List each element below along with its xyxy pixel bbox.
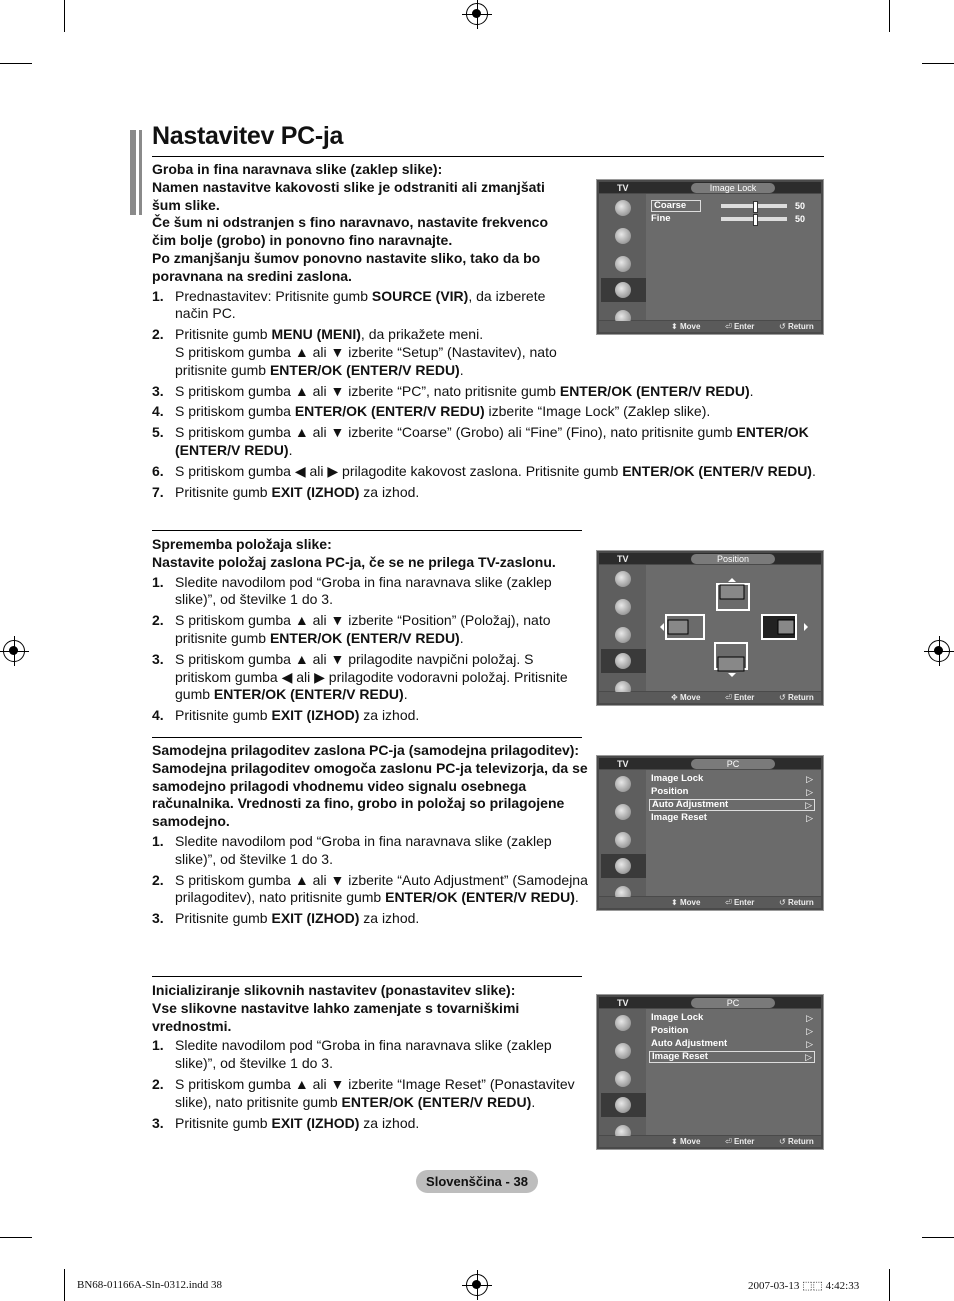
crop-mark [64, 1269, 65, 1301]
chevron-right-icon: ▷ [806, 1039, 813, 1049]
osd-sidebar [599, 194, 646, 320]
chevron-right-icon: ▷ [805, 1052, 812, 1062]
registration-mark-icon [466, 3, 488, 25]
osd-menu-item [649, 1025, 815, 1037]
heading-line: Samodejna prilagoditev omogoča zaslonu PC-ja televizorja, da se samodejno prilagodi vhodnemu video signalu osebnega računalnika. Vrednosti za fino, grobo in položaj so prilagojene samodejno. [152, 759, 588, 830]
osd-tv-label: TV [617, 554, 629, 564]
step-text: Pritisnite gumb MENU (MENI), da prikažete meni. S pritiskom gumba ▲ ali ▼ izberite “Setup” (Nastavitev), nato pritisnite gumb ENTER/OK (ENTER/V REDU). [175, 326, 557, 378]
step-item [152, 574, 592, 610]
heading-line: Inicializiranje slikovnih nastavitev (ponastavitev slike): [152, 982, 516, 998]
osd-footer: ⬍ Move ⏎ Enter ↺ Return [599, 1136, 821, 1147]
osd-move-label: Move [679, 898, 701, 907]
step-text: Pritisnite gumb EXIT (IZHOD) za izhod. [175, 707, 420, 724]
channel-icon [607, 1067, 639, 1091]
step-item [152, 1115, 592, 1133]
osd-row-coarse [649, 200, 815, 212]
osd-menu-item [649, 1012, 815, 1024]
step-text: Sledite navodilom pod “Groba in fina naravnava slike (zaklep slike)”, od številke 1 do 3. [175, 1037, 552, 1072]
step-number: 1. [152, 1037, 164, 1054]
section-position [152, 536, 592, 728]
step-text: Pritisnite gumb EXIT (IZHOD) za izhod. [175, 1114, 420, 1131]
osd-screen-pc-auto-adjustment [596, 755, 824, 911]
osd-menu-item [649, 1051, 815, 1063]
osd-menu-label: Image Lock [651, 1012, 704, 1023]
sound-icon [607, 224, 639, 248]
step-number: 3. [152, 382, 164, 399]
section-heading [152, 982, 592, 1035]
crop-mark [922, 1237, 954, 1238]
step-text: S pritiskom gumba ▲ ali ▼ izberite “Image Reset” (Ponastavitev slike), nato pritisnite gumb ENTER/OK (ENTER/V REDU). [175, 1075, 575, 1110]
osd-menu-item [649, 812, 815, 824]
step-number: 1. [152, 287, 164, 304]
step-item [152, 403, 824, 421]
step-text: S pritiskom gumba ▲ ali ▼ izberite “Auto Adjustment” (Samodejna prilagoditev), nato pritisnite gumb ENTER/OK (ENTER/V REDU). [175, 871, 588, 906]
section-divider [152, 976, 582, 977]
osd-sidebar [599, 770, 646, 896]
channel-icon [607, 828, 639, 852]
setup-gear-icon [601, 854, 646, 878]
steps-list [152, 1037, 592, 1132]
section-divider [152, 737, 582, 738]
coarse-label: Coarse [651, 200, 701, 212]
step-text: S pritiskom gumba ▲ ali ▼ izberite “PC”, nato pritisnite gumb ENTER/OK (ENTER/V REDU). [175, 382, 754, 399]
osd-footer: ⬍ Move ⏎ Enter ↺ Return [599, 321, 821, 332]
registration-mark-icon [928, 640, 950, 662]
osd-enter-label: Enter [733, 693, 755, 702]
osd-screen-pc-image-reset [596, 994, 824, 1150]
step-item [152, 1076, 592, 1112]
osd-tv-label: TV [617, 183, 629, 193]
step-text: S pritiskom gumba ENTER/OK (ENTER/V REDU) izberite “Image Lock” (Zaklep slike). [175, 403, 711, 420]
step-item [152, 707, 592, 725]
osd-menu-item [649, 773, 815, 785]
step-text: S pritiskom gumba ▲ ali ▼ prilagodite navpični položaj. S pritiskom gumba ◀ ali ▶ prilagodite vodoravni položaj. Pritisnite gumb ENTER/OK (ENTER/V REDU). [175, 650, 568, 703]
steps-list [152, 833, 592, 928]
step-number: 2. [152, 612, 164, 629]
step-number: 3. [152, 650, 164, 667]
osd-enter-label: Enter [733, 898, 755, 907]
coarse-slider [721, 204, 787, 208]
title-accent-stripe [136, 130, 139, 215]
crop-mark [889, 1269, 890, 1301]
step-text: S pritiskom gumba ◀ ali ▶ prilagodite kakovost zaslona. Pritisnite gumb ENTER/OK (ENTER/V REDU). [175, 462, 816, 479]
osd-header: PC [691, 759, 775, 769]
step-item [152, 463, 824, 481]
step-number: 6. [152, 462, 164, 479]
fine-label: Fine [651, 213, 671, 224]
sound-icon [607, 595, 639, 619]
osd-return-label: Return [787, 693, 814, 702]
step-text: Pritisnite gumb EXIT (IZHOD) za izhod. [175, 483, 420, 500]
coarse-value: 50 [795, 201, 806, 211]
osd-screen-position [596, 550, 824, 706]
position-diagram [646, 565, 822, 692]
step-number: 2. [152, 326, 164, 343]
step-text: S pritiskom gumba ▲ ali ▼ izberite “Position” (Položaj), nato pritisnite gumb ENTER/OK (ENTER/V REDU). [175, 612, 551, 646]
osd-footer: ✥ Move ⏎ Enter ↺ Return [599, 692, 821, 703]
osd-menu-item [649, 786, 815, 798]
step-item [152, 833, 592, 869]
section-divider [152, 530, 582, 531]
picture-icon [607, 1011, 639, 1035]
fine-value: 50 [795, 214, 806, 224]
step-item [152, 651, 592, 704]
step-item [152, 910, 592, 928]
heading-line: Sprememba položaja slike: [152, 536, 332, 552]
page-title: Nastavitev PC-ja [152, 122, 344, 150]
heading-line: Nastavite položaj zaslona PC-ja, če se ne prilega TV-zaslonu. [152, 553, 556, 570]
step-text: Prednastavitev: Pritisnite gumb SOURCE (VIR), da izberete način PC. [175, 287, 546, 322]
heading-line: Groba in fina naravnava slike (zaklep slike): [152, 161, 443, 177]
osd-menu-label: Auto Adjustment [652, 799, 729, 810]
picture-icon [607, 196, 639, 220]
steps-list [152, 574, 592, 725]
sound-icon [607, 1039, 639, 1063]
osd-menu-item [649, 1038, 815, 1050]
registration-mark-icon [3, 640, 25, 662]
osd-tv-label: TV [617, 998, 629, 1008]
osd-tv-label: TV [617, 759, 629, 769]
osd-return-label: Return [787, 1137, 814, 1146]
section-auto-adjustment [152, 742, 592, 931]
step-item [152, 326, 560, 379]
crop-mark [0, 63, 32, 64]
chevron-right-icon: ▷ [805, 800, 812, 810]
section-heading [152, 742, 592, 831]
osd-footer: ⬍ Move ⏎ Enter ↺ Return [599, 897, 821, 908]
step-text: Pritisnite gumb EXIT (IZHOD) za izhod. [175, 910, 420, 927]
print-date-info: 2007-03-13 ⬚⬚ 4:42:33 [748, 1280, 860, 1292]
osd-enter-label: Enter [733, 1137, 755, 1146]
osd-header: PC [691, 998, 775, 1008]
chevron-right-icon: ▷ [806, 1013, 813, 1023]
step-number: 5. [152, 424, 164, 441]
osd-return-label: Return [787, 898, 814, 907]
step-item [152, 288, 560, 324]
crop-mark [64, 0, 65, 32]
osd-sidebar [599, 1009, 646, 1135]
step-number: 4. [152, 707, 164, 724]
osd-menu-label: Position [651, 1025, 689, 1036]
picture-icon [607, 567, 639, 591]
title-rule [152, 156, 824, 157]
section-heading [152, 536, 592, 572]
crop-mark [0, 1237, 32, 1238]
osd-move-label: Move [679, 1137, 701, 1146]
fine-slider [721, 217, 787, 221]
heading-line: Namen nastavitve kakovosti slike je odstraniti ali zmanjšati šum slike. [152, 178, 545, 213]
step-text: Sledite navodilom pod “Groba in fina naravnava slike (zaklep slike)”, od številke 1 do 3. [175, 573, 552, 608]
heading-line: Samodejna prilagoditev zaslona PC-ja (samodejna prilagoditev): [152, 742, 580, 758]
step-item [152, 1037, 592, 1073]
step-text: S pritiskom gumba ▲ ali ▼ izberite “Coarse” (Grobo) ali “Fine” (Fino), nato pritisnite gumb ENTER/OK (ENTER/V REDU). [175, 424, 809, 458]
step-number: 3. [152, 1114, 164, 1131]
setup-gear-icon [601, 278, 646, 302]
step-text: Sledite navodilom pod “Groba in fina naravnava slike (zaklep slike)”, od številke 1 do 3. [175, 832, 552, 867]
step-item [152, 872, 592, 908]
osd-enter-label: Enter [733, 322, 755, 331]
step-item [152, 612, 592, 648]
step-number: 1. [152, 573, 164, 590]
page-number-badge: Slovenščina - 38 [416, 1170, 538, 1193]
channel-icon [607, 252, 639, 276]
step-item [152, 424, 824, 460]
osd-return-label: Return [787, 322, 814, 331]
channel-icon [607, 623, 639, 647]
osd-menu-label: Auto Adjustment [651, 1038, 728, 1049]
osd-menu-item [649, 799, 815, 811]
osd-screen-image-lock [596, 179, 824, 335]
setup-gear-icon [601, 649, 646, 673]
crop-mark [922, 63, 954, 64]
osd-menu-label: Image Reset [652, 1051, 708, 1062]
step-number: 2. [152, 871, 164, 888]
osd-sidebar [599, 565, 646, 691]
osd-menu-label: Image Lock [651, 773, 704, 784]
picture-icon [607, 772, 639, 796]
chevron-right-icon: ▷ [806, 813, 813, 823]
chevron-right-icon: ▷ [806, 787, 813, 797]
step-number: 7. [152, 483, 164, 500]
crop-mark [889, 0, 890, 32]
chevron-right-icon: ▷ [806, 774, 813, 784]
step-number: 3. [152, 910, 164, 927]
step-item [152, 383, 824, 401]
registration-mark-icon [466, 1274, 488, 1296]
osd-move-label: Move [679, 322, 701, 331]
heading-line: Po zmanjšanju šumov ponovno nastavite sliko, tako da bo poravnana na sredini zaslona. [152, 249, 541, 284]
osd-move-label: Move [679, 693, 701, 702]
step-number: 2. [152, 1075, 164, 1092]
osd-menu-label: Position [651, 786, 689, 797]
section-image-reset [152, 982, 592, 1135]
osd-menu-label: Image Reset [651, 812, 707, 823]
osd-header: Position [691, 554, 775, 564]
chevron-right-icon: ▷ [806, 1026, 813, 1036]
step-number: 1. [152, 832, 164, 849]
sound-icon [607, 800, 639, 824]
setup-gear-icon [601, 1093, 646, 1117]
osd-header: Image Lock [691, 183, 775, 193]
step-number: 4. [152, 403, 164, 420]
osd-row-fine [649, 213, 815, 225]
heading-line: Vse slikovne nastavitve lahko zamenjate s tovarniškimi vrednostmi. [152, 999, 520, 1034]
step-item [152, 484, 824, 502]
heading-line: Če šum ni odstranjen s fino naravnavo, nastavite frekvenco čim bolje (grobo) in ponovno fino naravnajte. [152, 214, 549, 249]
print-file-info: BN68-01166A-Sln-0312.indd 38 [77, 1279, 223, 1291]
